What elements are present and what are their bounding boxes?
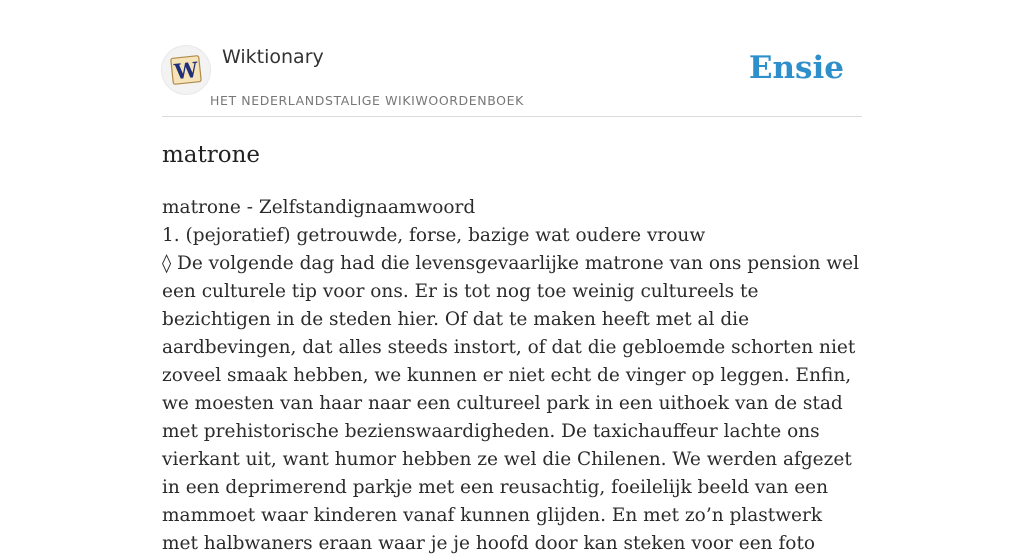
site-tagline: HET NEDERLANDSTALIGE WIKIWOORDENBOEK <box>210 93 524 108</box>
wiktionary-logo-icon[interactable] <box>162 46 210 94</box>
ensie-brand-link[interactable]: Ensie <box>748 50 844 86</box>
wiktionary-tile-icon <box>170 54 202 86</box>
entry-definition: 1. (pejoratief) getrouwde, forse, bazige wat oudere vrouw <box>162 225 706 246</box>
logo-letter: W <box>173 56 200 85</box>
entry-body <box>162 194 862 558</box>
site-header <box>162 44 862 117</box>
site-name[interactable]: Wiktionary <box>222 46 324 68</box>
entry-subtitle: matrone - Zelfstandignaamwoord <box>162 197 476 218</box>
page-title: matrone <box>162 142 261 168</box>
entry-content <box>162 136 862 558</box>
entry-example: ◊ De volgende dag had die levensgevaarlijke matrone van ons pension wel een culturele tip voor ons. Er is tot nog toe weinig cultureels te bezichtigen in de steden hier. Of dat te maken heeft met al die aardbevingen, dat alles steeds instort, of dat die gebloemde schorten niet zoveel smaak hebben, we kunnen er niet echt de vinger op leggen. Enfin, we moesten van haar naar een cultureel park in een uithoek van de stad met prehistorische bezienswaardigheden. De taxichauffeur lachte ons vierkant uit, want humor hebben ze wel die Chilenen. We werden afgezet in een deprimerend parkje met een reusachtig, foeilelijk beeld van een mammoet waar kinderen vanaf kunnen glijden. En met zo’n plastwerk met halbwaners eraan waar je je hoofd door kan steken voor een foto <box>162 253 860 554</box>
